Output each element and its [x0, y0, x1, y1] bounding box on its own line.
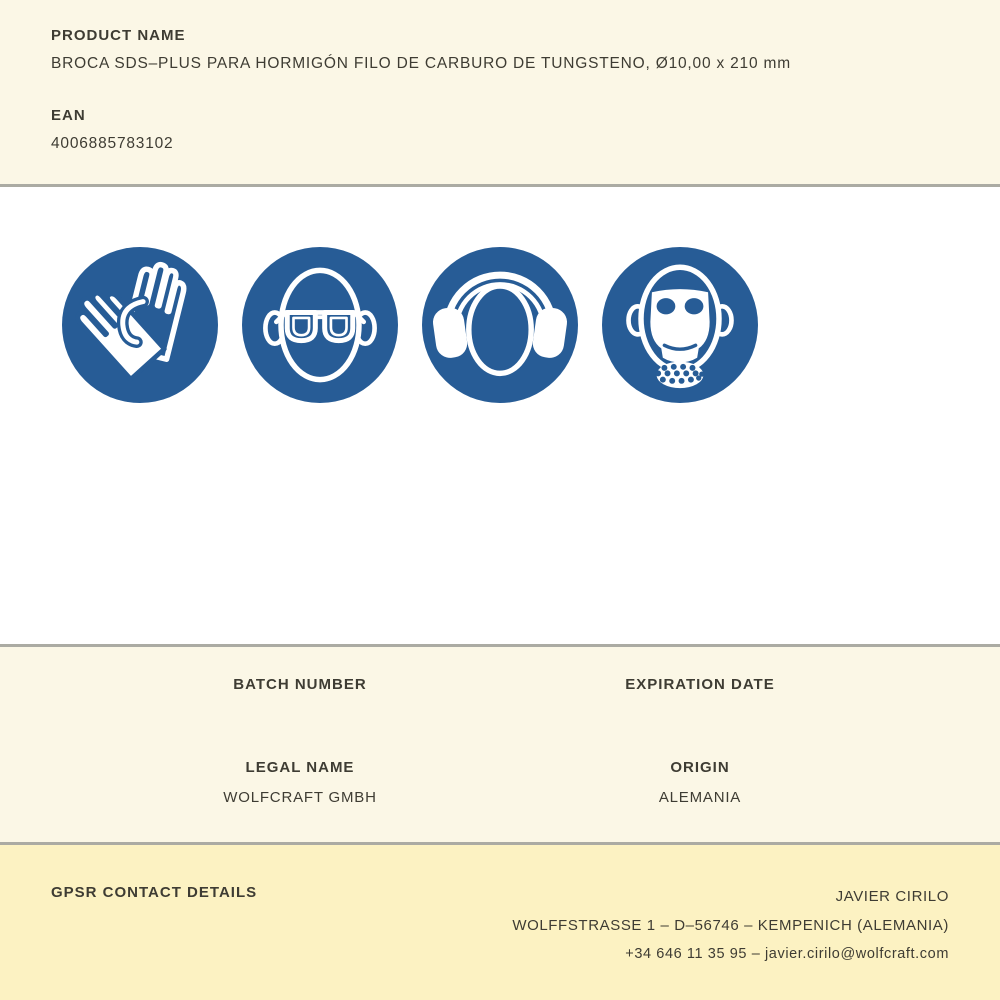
details-row-bottom — [0, 758, 1000, 807]
batch-number-field — [100, 675, 500, 705]
wear-eye-protection-icon — [242, 247, 398, 403]
legal-name-field — [100, 758, 500, 807]
legal-name-label: LEGAL NAME — [245, 759, 355, 776]
contact-person-name: JAVIER CIRILO — [835, 888, 949, 905]
wear-respiratory-protection-icon — [602, 247, 758, 403]
product-header-section — [0, 0, 1000, 184]
gpsr-contact-lines — [512, 883, 949, 969]
contact-phone-email: +34 646 11 35 95 – javier.cirilo@wolfcraft.com — [625, 946, 949, 962]
origin-value: ALEMANIA — [658, 789, 742, 806]
ean-block — [51, 107, 949, 153]
product-name-label: PRODUCT NAME — [51, 27, 186, 44]
wear-protective-gloves-icon — [62, 247, 218, 403]
origin-field — [500, 758, 900, 807]
product-name-block — [51, 27, 949, 73]
contact-address: WOLFFSTRASSE 1 – D–56746 – KEMPENICH (ALEMANIA) — [512, 916, 949, 934]
details-row-top — [0, 675, 1000, 705]
expiration-date-field — [500, 675, 900, 705]
details-section — [0, 647, 1000, 842]
ean-value: 4006885783102 — [51, 135, 174, 152]
safety-icons-section — [0, 187, 1000, 644]
gpsr-contact-heading: GPSR CONTACT DETAILS — [51, 884, 258, 901]
expiration-date-label: EXPIRATION DATE — [625, 676, 775, 693]
safety-icons-row — [62, 247, 1000, 403]
gpsr-contact-section — [0, 845, 1000, 1000]
wear-ear-protection-icon — [422, 247, 578, 403]
batch-number-label: BATCH NUMBER — [233, 676, 367, 693]
origin-label: ORIGIN — [670, 759, 730, 776]
legal-name-value: WOLFCRAFT GMBH — [223, 789, 377, 806]
ean-label: EAN — [51, 107, 86, 124]
product-name-value: BROCA SDS–PLUS PARA HORMIGÓN FILO DE CARBURO DE TUNGSTENO, Ø10,00 x 210 mm — [51, 55, 791, 72]
